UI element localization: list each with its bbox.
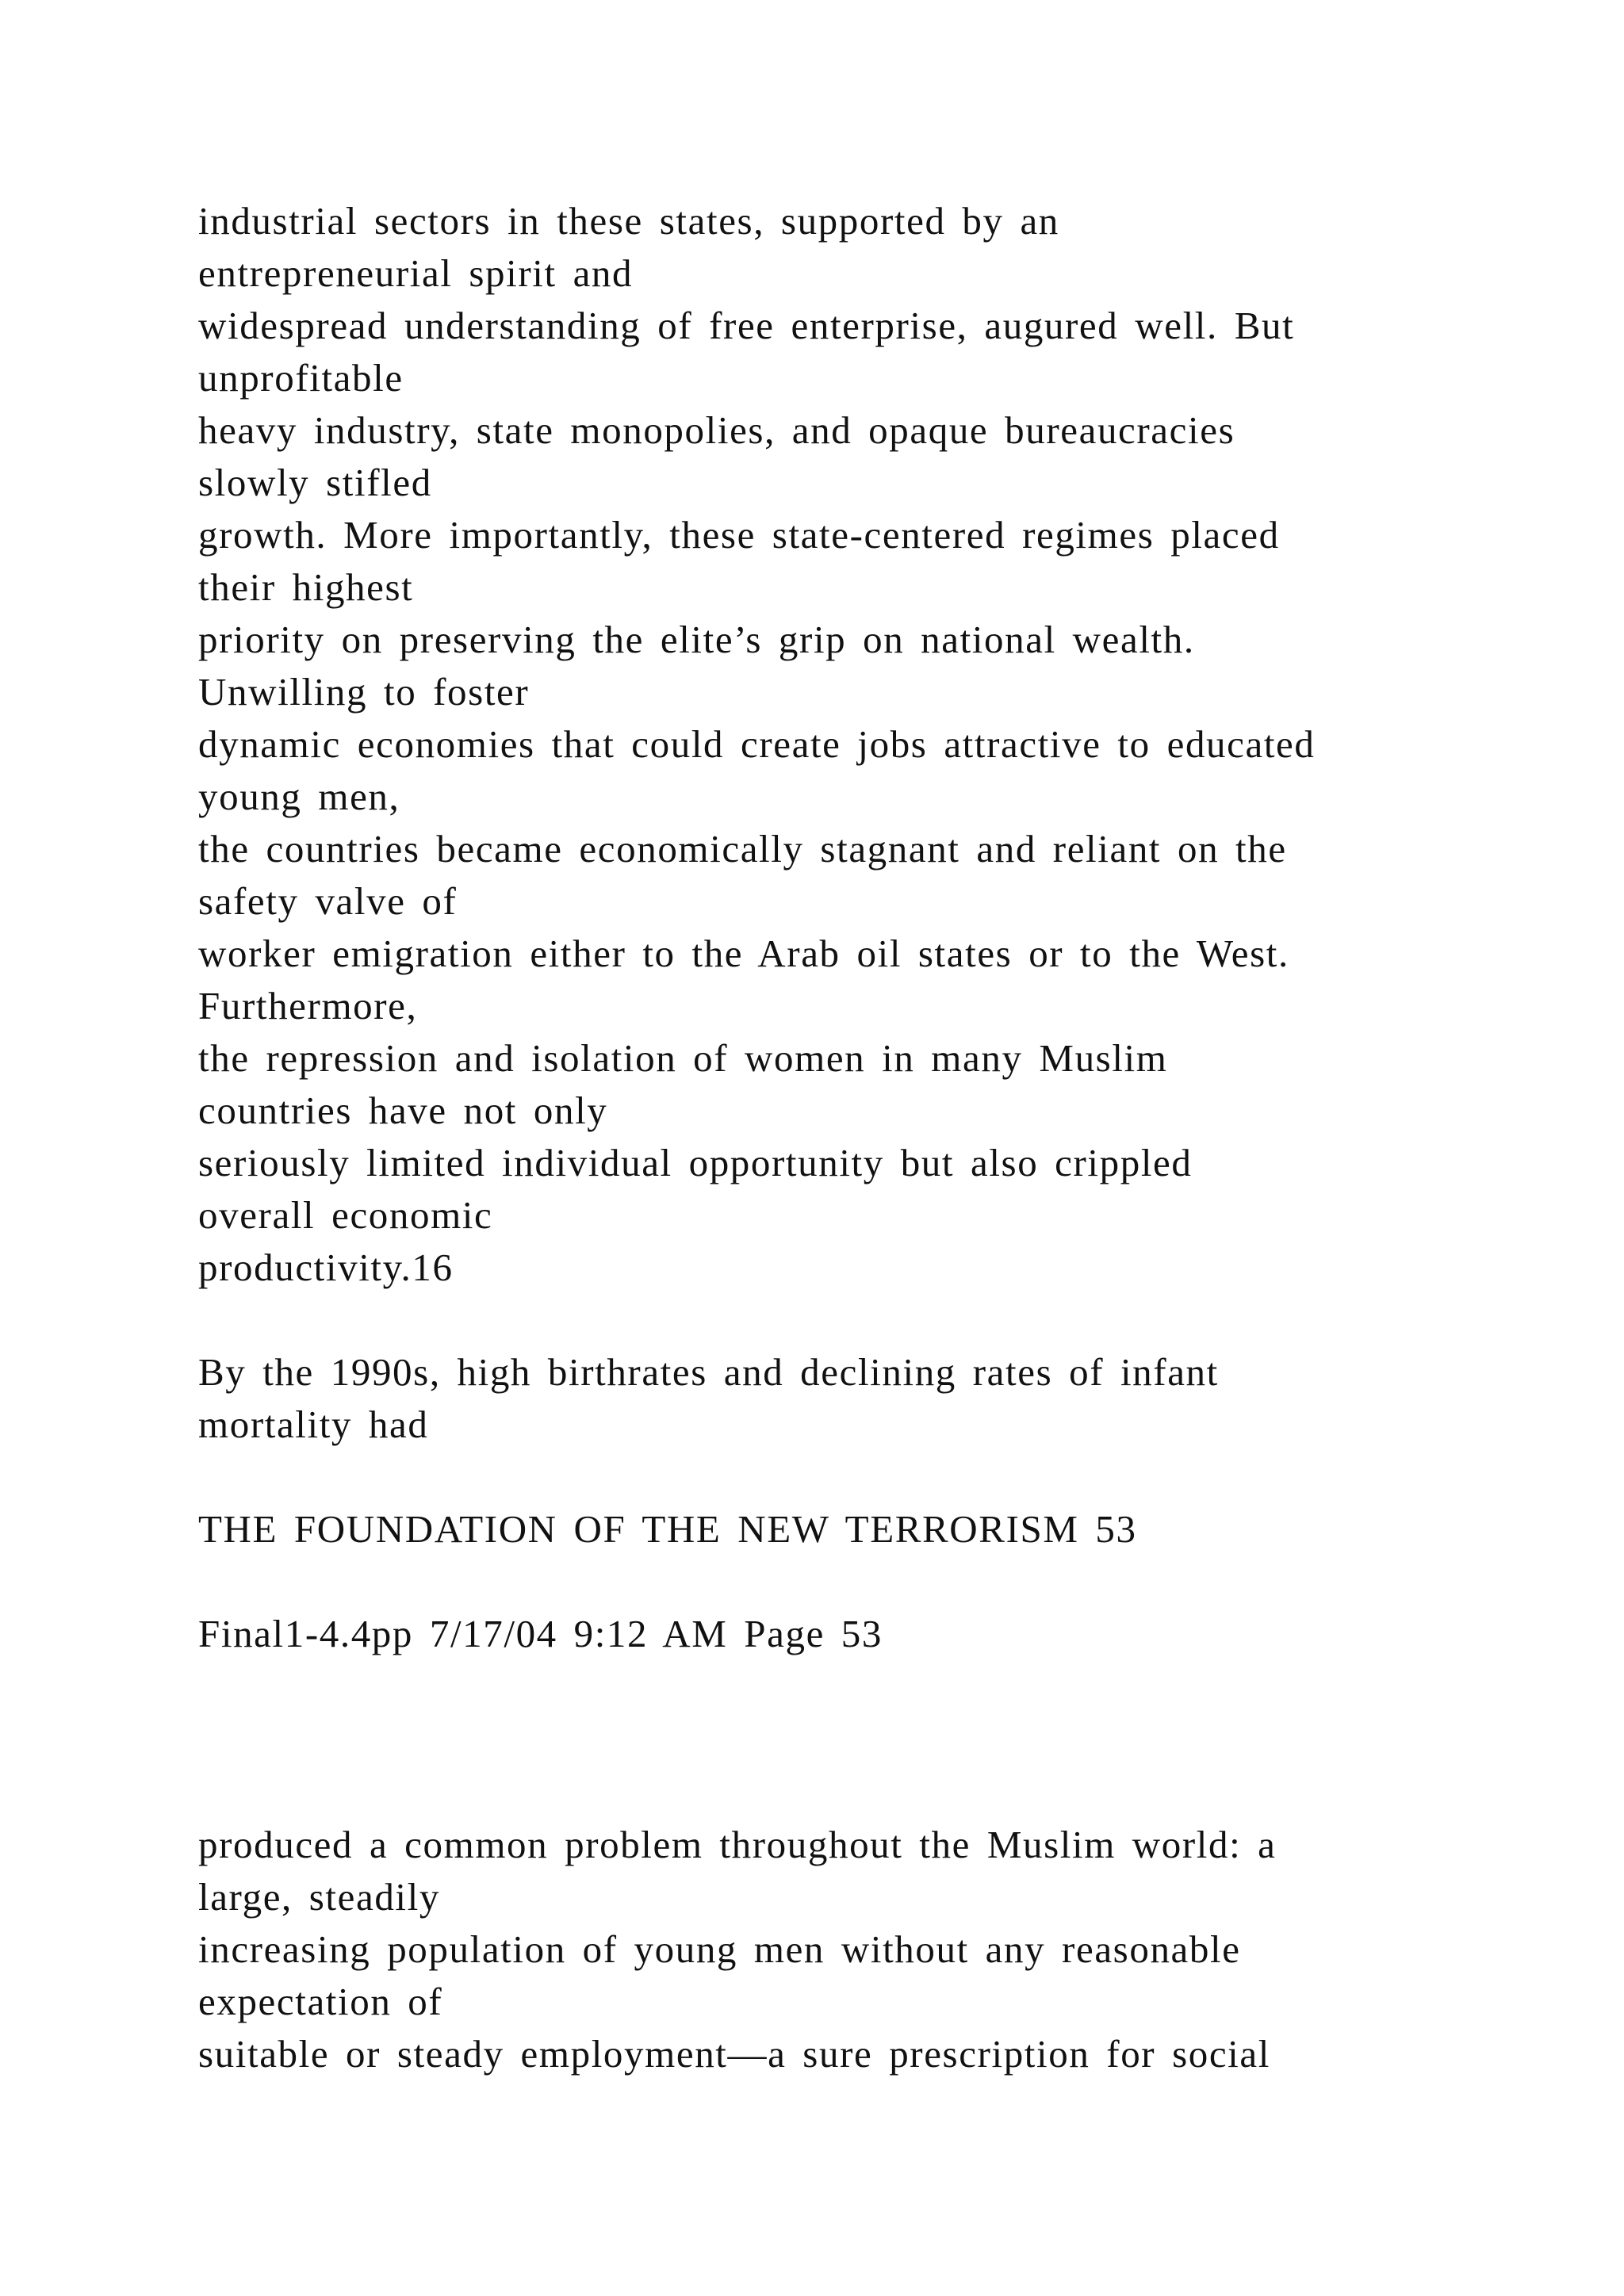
- text-line: overall economic: [198, 1193, 493, 1237]
- text-line: produced a common problem throughout the Muslim world: a: [198, 1823, 1277, 1866]
- text-block-upper: [198, 195, 1546, 1660]
- text-line: entrepreneurial spirit and: [198, 251, 634, 295]
- text-line: By the 1990s, high birthrates and declining rates of infant: [198, 1350, 1219, 1394]
- paragraph-population: [198, 1819, 1546, 2080]
- paragraph-economy: [198, 195, 1546, 1294]
- text-line: heavy industry, state monopolies, and opaque bureaucracies: [198, 408, 1235, 452]
- paragraph-gap: [198, 1294, 1546, 1346]
- text-line: dynamic economies that could create jobs attractive to educated: [198, 722, 1316, 766]
- text-line: young men,: [198, 775, 400, 818]
- text-line: priority on preserving the elite’s grip on national wealth.: [198, 618, 1195, 661]
- text-line: expectation of: [198, 1980, 443, 2023]
- text-line: widespread understanding of free enterprise, augured well. But: [198, 304, 1295, 347]
- text-line: productivity.16: [198, 1246, 454, 1289]
- text-line: Unwilling to foster: [198, 670, 530, 714]
- text-line: their highest: [198, 565, 414, 609]
- text-line: industrial sectors in these states, supported by an: [198, 199, 1059, 243]
- text-line: suitable or steady employment—a sure prescription for social: [198, 2032, 1270, 2076]
- text-line: increasing population of young men without any reasonable: [198, 1927, 1241, 1971]
- text-line: mortality had: [198, 1402, 429, 1446]
- text-line: the countries became economically stagnant and reliant on the: [198, 827, 1287, 871]
- text-block-lower: [198, 1819, 1546, 2080]
- text-line: seriously limited individual opportunity but also crippled: [198, 1141, 1193, 1184]
- paragraph-birthrates: [198, 1346, 1546, 1451]
- text-line: countries have not only: [198, 1089, 608, 1132]
- text-line: worker emigration either to the Arab oil states or to the West.: [198, 932, 1289, 975]
- text-line: the repression and isolation of women in many Muslim: [198, 1036, 1168, 1080]
- text-line: safety valve of: [198, 879, 458, 923]
- text-line: growth. More importantly, these state-centered regimes placed: [198, 513, 1280, 557]
- print-slug: Final1-4.4pp 7/17/04 9:12 AM Page 53: [198, 1612, 883, 1655]
- running-footer: THE FOUNDATION OF THE NEW TERRORISM 53: [198, 1507, 1137, 1551]
- paragraph-gap: [198, 1451, 1546, 1503]
- paragraph-gap: [198, 1556, 1546, 1608]
- text-line: large, steadily: [198, 1875, 440, 1919]
- text-line: unprofitable: [198, 356, 404, 400]
- text-line: Furthermore,: [198, 984, 418, 1027]
- text-line: slowly stifled: [198, 461, 432, 504]
